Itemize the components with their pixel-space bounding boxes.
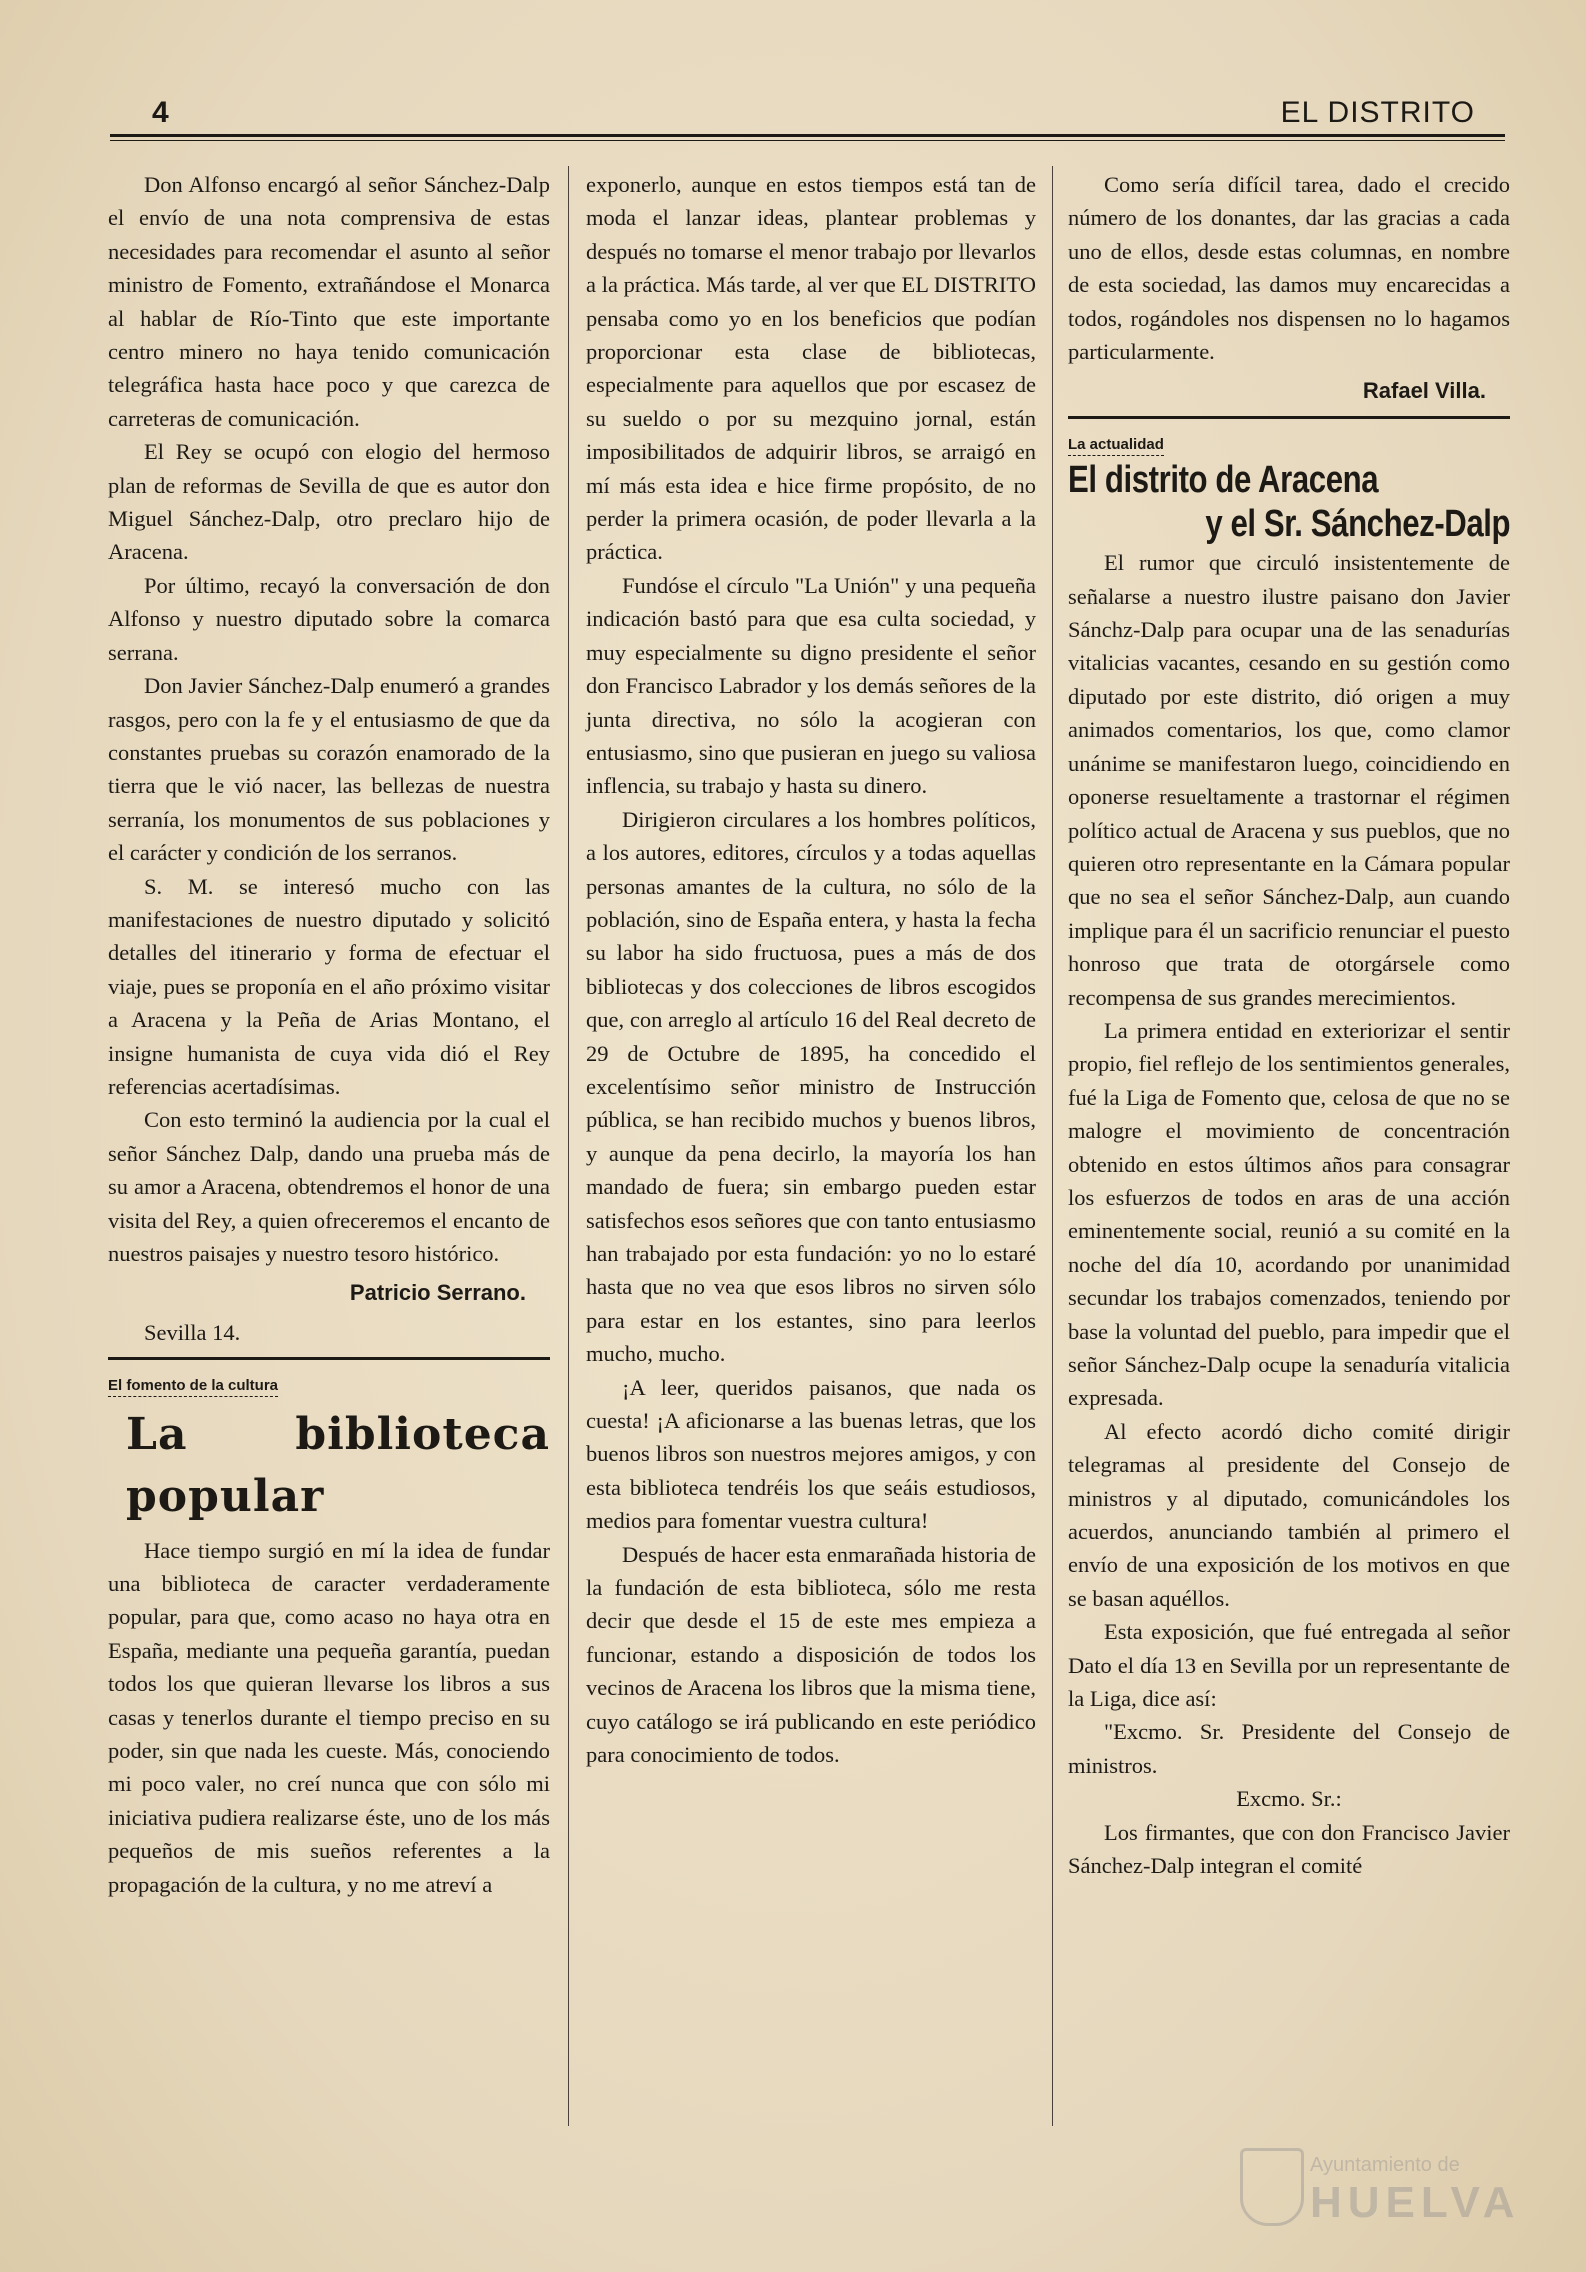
coat-of-arms-icon	[1240, 2148, 1304, 2226]
article-headline: La biblioteca popular	[126, 1408, 550, 1522]
page-number: 4	[152, 96, 169, 129]
article-headline-line1: El distrito de Aracena	[1068, 459, 1379, 502]
paragraph: Fundóse el círculo "La Unión" y una pequeña indicación bastó para que esa culta sociedad, y muy especialmente su digno presidente el señor don Francisco Labrador y los demás señores de la junta directiva, no sólo la acogieran con entusiasmo, sino que pusieran en juego su valiosa inflencia, su trabajo y hasta su dinero.	[586, 572, 1036, 799]
paragraph: Como sería difícil tarea, dado el crecido número de los donantes, dar las gracias a cada uno de ellos, desde estas columnas, en nombre de esta sociedad, las damos muy encarecidas a todos, rogándoles nos dispensen no lo hagamos particularmente.	[1068, 172, 1510, 365]
column-1	[108, 168, 550, 1901]
paragraph: Con esto terminó la audiencia por la cual el señor Sánchez Dalp, dando una prueba más de su amor a Aracena, obtendremos el honor de una visita del Rey, a quien ofreceremos el encanto de nuestros paisajes y nuestro tesoro histórico.	[108, 1107, 550, 1266]
column-2	[586, 168, 1036, 1772]
article-headline-line2: y el Sr. Sánchez-Dalp	[1205, 503, 1511, 546]
paragraph: exponerlo, aunque en estos tiempos está tan de moda el lanzar ideas, plantear problemas y después no tomarse el menor trabajo por llevarlos a la práctica. Más tarde, al ver que EL DISTRITO pensaba como yo en los beneficios que podían proporcionar esta clase de bibliotecas, especialmente para aquellos que por escasez de su sueldo o por su mezquino jornal, están imposibilitados de adquirir libros, se arraigó en mí más esta idea e hice firme propósito, de no perder la primera ocasión, de poder llevarla a la práctica.	[586, 172, 1036, 565]
paragraph: La primera entidad en exteriorizar el sentir propio, fiel reflejo de los sentimientos generales, fué la Liga de Fomento que, celosa de que no se malogre el movimiento de concentración obtenido en estos últimos años para consagrar los esfuerzos de todos en aras de una acción eminentemente social, reunió a su comité en la noche del día 10, acordando por unanimidad secundar los trabajos comenzados, teniendo por base la voluntad del pueblo, para impedir que el señor Sánchez-Dalp ocupe la senaduría vitalicia expresada.	[1068, 1017, 1510, 1411]
section-rule	[1068, 416, 1510, 419]
column-3	[1068, 168, 1510, 1883]
paragraph: "Excmo. Sr. Presidente del Consejo de ministros.	[1068, 1719, 1510, 1778]
paragraph: Don Alfonso encargó al señor Sánchez-Dalp el envío de una nota comprensiva de estas necesidades para recomendar el asunto al señor ministro de Fomento, extrañándose el Monarca al hablar de Río-Tinto que este importante centro minero no haya tenido comunicación telegráfica hasta hace poco y que carezca de carreteras de comunicación.	[108, 172, 550, 431]
masthead: EL DISTRITO	[1280, 96, 1475, 129]
page-header	[110, 96, 1505, 144]
dateline: Sevilla 14.	[144, 1319, 241, 1345]
paragraph: El rumor que circuló insistentemente de señalarse a nuestro ilustre paisano don Javier Sánchz-Dalp para ocupar una de las senadurías vitalicias vacantes, cesando en su gestión como diputado por este distrito, dió origen a muy animados comentarios, los que, como clamor unánime se manifestaron luego, coincidiendo en oponerse resueltamente a trastornar el régimen político actual de Aracena y sus pueblos, que no quieren otro representante en la Cámara popular que no sea el señor Sánchez-Dalp, aun cuando implique para él un sacrificio renunciar el puesto honroso que trata de otorgársele como recompensa de sus grandes merecimientos.	[1068, 550, 1510, 1010]
paragraph: S. M. se interesó mucho con las manifestaciones de nuestro diputado y solicitó detalles del itinerario y forma de efectuar el viaje, pues se proponía en el año próximo visitar a Aracena y la Peña de Arias Montano, el insigne humanista de cuya vida dió el Rey referencias acertadísimas.	[108, 873, 550, 1099]
section-label: La actualidad	[1068, 435, 1164, 456]
paragraph: Al efecto acordó dicho comité dirigir telegramas al presidente del Consejo de ministros y al diputado, comunicándoles los acuerdos, anunciando también al primero el envío de una exposición de los motivos en que se basan aquéllos.	[1068, 1418, 1510, 1611]
salutation: Excmo. Sr.:	[1236, 1786, 1342, 1812]
archive-watermark	[1240, 2140, 1540, 2230]
paragraph: El Rey se ocupó con elogio del hermoso plan de reformas de Sevilla de que es autor don Miguel Sánchez-Dalp, otro preclaro hijo de Aracena.	[108, 439, 550, 565]
paragraph: Dirigieron circulares a los hombres políticos, a los autores, editores, círculos y a todas aquellas personas amantes de la cultura, no sólo de la población, sino de España entera, y hasta la fecha su labor ha sido fructuosa, pues a más de dos bibliotecas y dos colecciones de libros escogidos que, con arreglo al artículo 16 del Real decreto de 29 de Octubre de 1895, ha concedido el excelentísimo señor ministro de Instrucción pública, se han recibido muchos y buenos libros, y aunque da pena decirlo, la mayoría los han mandado de fuera; sin embargo pueden estar satisfechos esos señores que con tanto entusiasmo han trabajado por esta fundación: yo no lo estaré hasta que no vea que esos libros no sirven sólo para estar en los estantes, sino para leerlos mucho, mucho.	[586, 806, 1036, 1367]
column-divider	[1052, 166, 1053, 2126]
section-label: El fomento de la cultura	[108, 1376, 278, 1397]
author-signature: Rafael Villa.	[1362, 378, 1486, 404]
watermark-line2: HUELVA	[1310, 2178, 1521, 2227]
column-divider	[568, 166, 569, 2126]
paragraph: Después de hacer esta enmarañada historia de la fundación de esta biblioteca, sólo me resta decir que desde el 15 de este mes empieza a funcionar, estando a disposición de todos los vecinos de Aracena los libros que la misma tiene, cuyo catálogo se irá publicando en este periódico para conocimiento de todos.	[586, 1541, 1036, 1768]
watermark-line1: Ayuntamiento de	[1310, 2154, 1460, 2176]
paragraph: Esta exposición, que fué entregada al señor Dato el día 13 en Sevilla por un representante de la Liga, dice así:	[1068, 1619, 1510, 1712]
paragraph: ¡A leer, queridos paisanos, que nada os cuesta! ¡A aficionarse a las buenas letras, que los buenos libros son nuestros mejores amigos, y con esta biblioteca tendréis los que seáis estudiosos, medios para fomentar vuestra cultura!	[586, 1374, 1036, 1534]
paragraph: Hace tiempo surgió en mí la idea de fundar una biblioteca de caracter verdaderamente popular, para que, como acaso no haya otra en España, mediante una pequeña garantía, puedan todos los que quieran llevarse los libros a sus casas y tenerlos durante el tiempo preciso en su poder, sin que nada les cueste. Más, conociendo mi poco valer, no creí nunca que con sólo mi iniciativa pudiera realizarse éste, uno de los más pequeños de mis sueños referentes a la propagación de la cultura, y no me atreví a	[108, 1537, 550, 1897]
section-rule	[108, 1357, 550, 1360]
paragraph: Por último, recayó la conversación de don Alfonso y nuestro diputado sobre la comarca serrana.	[108, 572, 550, 665]
author-signature: Patricio Serrano.	[349, 1280, 526, 1306]
header-rule-thin	[110, 140, 1505, 141]
header-rule	[110, 134, 1505, 137]
paragraph: Don Javier Sánchez-Dalp enumeró a grandes rasgos, pero con la fe y el entusiasmo de que da constantes pruebas su corazón enamorado de la tierra que le vió nacer, las bellezas de nuestra serranía, los monumentos de sus poblaciones y el carácter y condición de los serranos.	[108, 673, 550, 866]
paragraph: Los firmantes, que con don Francisco Javier Sánchez-Dalp integran el comité	[1068, 1819, 1510, 1879]
